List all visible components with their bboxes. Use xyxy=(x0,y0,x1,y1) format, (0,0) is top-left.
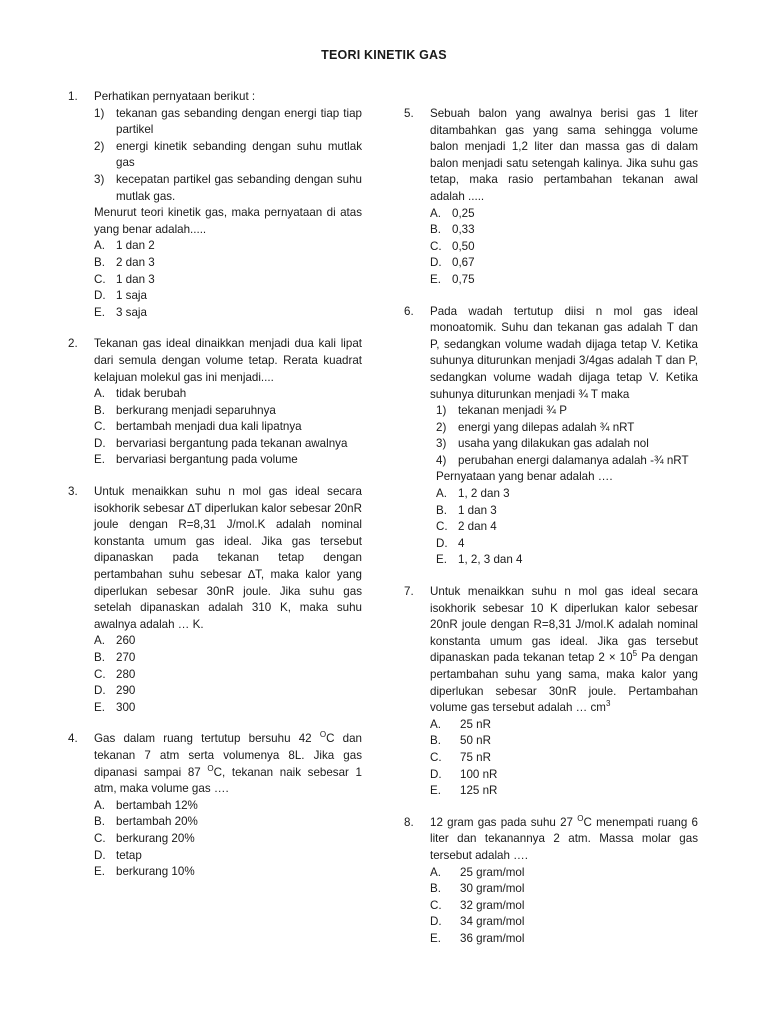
question-stem: Tekanan gas ideal dinaikkan menjadi dua kali lipat dari semula dengan volume tetap. Rerata kuadrat kelajuan molekul gas ini menjadi.... xyxy=(94,337,362,384)
question-number: 8. xyxy=(404,815,414,829)
option-item[interactable]: B. berkurang menjadi separuhnya xyxy=(94,403,276,417)
question-5 xyxy=(404,106,698,289)
option-item[interactable]: B. 270 xyxy=(94,651,136,664)
option-item[interactable]: E. bervariasi bergantung pada volume xyxy=(94,453,298,467)
question-3 xyxy=(68,484,362,716)
option-item[interactable]: B. 50 nR xyxy=(430,734,491,748)
option-item[interactable]: B. bertambah 20% xyxy=(94,815,198,829)
question-stem: Sebuah balon yang awalnya berisi gas 1 liter ditambahkan gas yang sama sehingga volume balon menjadi 1,2 liter dan massa gas di dalam balon menjadi satu setengah kalinya. Jika suhu gas tetap, maka rasio pertambahan tekanan awal adalah ..... xyxy=(430,107,698,203)
option-item[interactable]: C. 280 xyxy=(94,667,136,681)
question-number: 3. xyxy=(68,485,78,499)
left-column xyxy=(68,89,362,896)
option-item[interactable]: E. berkurang 10% xyxy=(94,865,195,879)
option-item[interactable]: D. 100 nR xyxy=(430,767,498,781)
option-item[interactable]: B. 2 dan 3 xyxy=(94,255,155,269)
option-item[interactable]: A. 1 dan 2 xyxy=(94,239,155,253)
option-list xyxy=(430,206,698,289)
option-item[interactable]: D. 290 xyxy=(94,684,136,698)
option-item[interactable]: C. 0,50 xyxy=(430,239,475,253)
statement-item: 3) usaha yang dilakukan gas adalah nol xyxy=(436,437,649,451)
statement-list xyxy=(436,403,698,469)
question-stem: Untuk menaikkan suhu n mol gas ideal secara isokhorik sebesar 10 K diperlukan kalor sebesar 20nR joule dengan R=8,31 J/mol.K adalah nominal konstanta umum gas ideal. Jika gas tersebut dipanaskan pada tekanan tetap $2 \times 10^5$ Pa dengan pertambahan suhu yang sama, maka kalor yang diperlukan sebesar 30nR joule. Pertambahan volume gas tersebut adalah … $cm^3$ xyxy=(430,585,698,715)
option-item[interactable]: D. 1 saja xyxy=(94,289,147,303)
option-item[interactable]: B. 1 dan 3 xyxy=(436,503,497,517)
option-item[interactable]: A. 1, 2 dan 3 xyxy=(436,487,510,501)
option-list xyxy=(94,798,362,881)
question-number: 7. xyxy=(404,585,414,599)
question-4 xyxy=(68,731,362,880)
option-item[interactable]: D. bervariasi bergantung pada tekanan awalnya xyxy=(94,436,348,450)
statement-item: 2) energi yang dilepas adalah ¾ nRT xyxy=(436,420,635,434)
question-stem: Untuk menaikkan suhu n mol gas ideal secara isokhorik sebesar ∆T diperlukan kalor sebesar 20nR joule dengan R=8,31 J/mol.K adalah nominal konstanta umum gas ideal. Jika gas tersebut dipanaskan pada tekanan tetap dengan pertambahan suhu sebesar ∆T, maka kalor yang diperlukan sebesar 30nR joule. Jika suhu gas setelah dipanaskan adalah 310 K, maka suhu awalnya adalah … K. xyxy=(94,485,362,631)
option-item[interactable]: E. 300 xyxy=(94,700,136,714)
question-6 xyxy=(404,304,698,570)
option-list xyxy=(430,865,698,948)
question-number: 2. xyxy=(68,337,78,351)
option-item[interactable]: D. 34 gram/mol xyxy=(430,915,525,929)
question-stem: Gas dalam ruang tertutup bersuhu 42 $^O$C dan tekanan 7 atm serta volumenya 8L. Jika gas dipanasi sampai 87 $^O$C, tekanan naik sebesar 1 atm, maka volume gas …. xyxy=(94,730,363,796)
question-number: 4. xyxy=(68,732,78,746)
question-2 xyxy=(68,336,362,469)
option-item[interactable]: C. 75 nR xyxy=(430,750,491,764)
statement-item: 1) tekanan menjadi ¾ P xyxy=(436,404,567,418)
question-number: 1. xyxy=(68,90,78,103)
statement-item: 3) kecepatan partikel gas sebanding dengan suhu mutlak gas. xyxy=(94,172,362,203)
option-item[interactable]: C. 2 dan 4 xyxy=(436,520,497,534)
option-item[interactable]: A. 25 gram/mol xyxy=(430,865,525,879)
statement-item: 4) perubahan energi dalamanya adalah -¾ nRT xyxy=(436,453,689,467)
option-item[interactable]: C. 32 gram/mol xyxy=(430,898,525,912)
question-8 xyxy=(404,815,698,948)
option-item[interactable]: B. 0,33 xyxy=(430,223,475,237)
option-item[interactable]: C. berkurang 20% xyxy=(94,831,195,845)
option-item[interactable]: D. tetap xyxy=(94,848,142,862)
option-item[interactable]: A. 25 nR xyxy=(430,717,491,731)
question-stem: Pada wadah tertutup diisi n mol gas ideal monoatomik. Suhu dan tekanan gas adalah T dan P, sedangkan volume wadah dijaga tetap V. Ketika suhunya diturunkan menjadi 3/4gas adalah T dan P, sedangkan volume wadah dijaga tetap V. Ketika suhunya diturunkan menjadi ¾ T maka xyxy=(430,304,698,401)
question-number: 6. xyxy=(404,304,414,318)
statement-item: 2) energi kinetik sebanding dengan suhu mutlak gas xyxy=(94,139,362,170)
option-list xyxy=(94,386,362,469)
question-stem: 12 gram gas pada suhu 27 $^O$C menempati ruang 6 liter dan tekanannya 2 atm. Massa molar gas tersebut adalah …. xyxy=(430,813,698,862)
option-item[interactable]: E. 125 nR xyxy=(430,784,498,798)
option-item[interactable]: C. 1 dan 3 xyxy=(94,272,155,286)
question-7 xyxy=(404,584,698,800)
option-item[interactable]: E. 0,75 xyxy=(430,272,475,286)
page-title: TEORI KINETIK GAS xyxy=(321,48,447,62)
option-item[interactable]: A. 0,25 xyxy=(430,206,475,220)
statement-list xyxy=(94,106,362,206)
option-item[interactable]: A. 260 xyxy=(94,634,136,648)
option-item[interactable]: E. 1, 2, 3 dan 4 xyxy=(436,553,523,567)
question-note: Pernyataan yang benar adalah …. xyxy=(436,470,613,484)
question-1 xyxy=(68,89,362,321)
question-note: Menurut teori kinetik gas, maka pernyataan di atas yang benar adalah..... xyxy=(94,206,362,236)
statement-item: 1) tekanan gas sebanding dengan energi tiap tiap partikel xyxy=(94,106,362,137)
option-list xyxy=(94,238,362,321)
option-item[interactable]: E. 36 gram/mol xyxy=(430,931,525,945)
option-item[interactable]: D. 4 xyxy=(436,536,465,550)
option-item[interactable]: C. bertambah menjadi dua kali lipatnya xyxy=(94,420,302,434)
option-item[interactable]: A. bertambah 12% xyxy=(94,798,198,812)
option-item[interactable]: B. 30 gram/mol xyxy=(430,882,525,896)
option-list xyxy=(436,486,698,569)
question-number: 5. xyxy=(404,107,414,120)
option-item[interactable]: D. 0,67 xyxy=(430,256,475,270)
right-column xyxy=(404,106,698,963)
option-item[interactable]: A. tidak berubah xyxy=(94,387,187,401)
question-stem: Perhatikan pernyataan berikut : xyxy=(94,90,256,103)
option-list xyxy=(430,717,698,800)
option-item[interactable]: E. 3 saja xyxy=(94,305,147,319)
option-list xyxy=(94,633,362,716)
